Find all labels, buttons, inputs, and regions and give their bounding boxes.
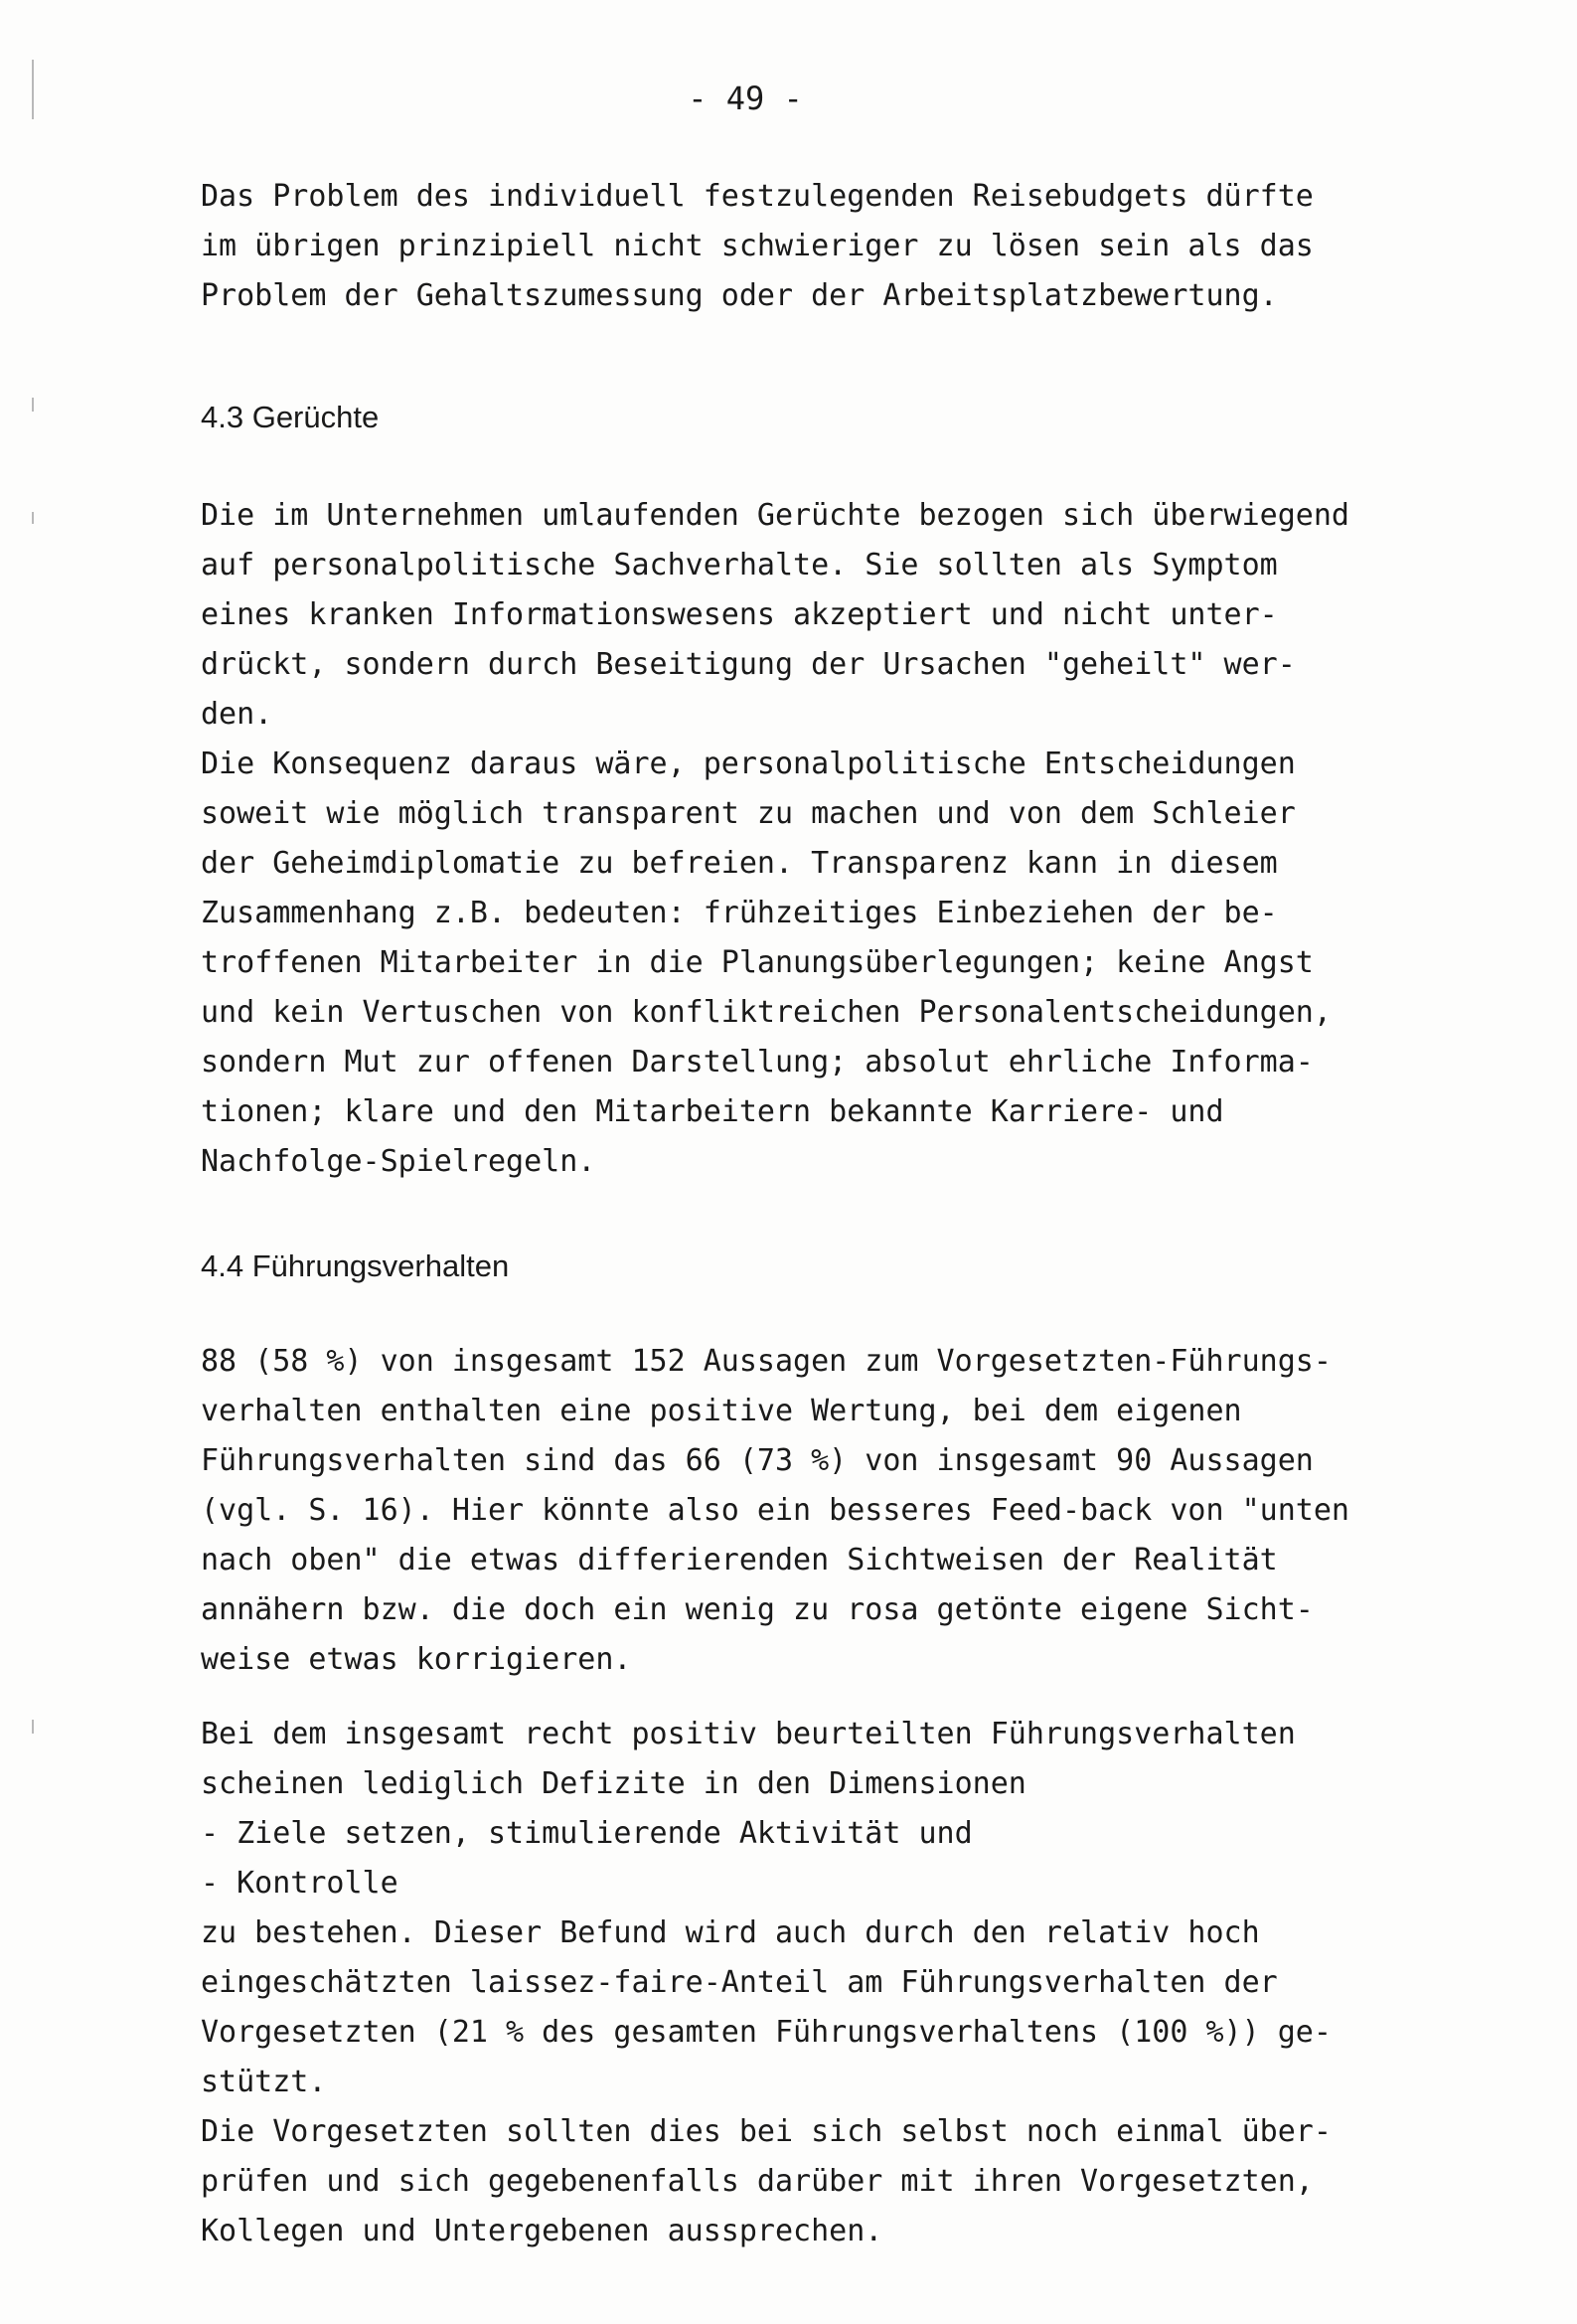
text-line: Bei dem insgesamt recht positiv beurteilten Führungsverhalten bbox=[201, 1717, 1296, 1751]
text-line: nach oben" die etwas differierenden Sichtweisen der Realität bbox=[201, 1543, 1278, 1577]
text-line: Kollegen und Untergebenen aussprechen. bbox=[201, 2214, 883, 2248]
section-4-3-paragraph bbox=[201, 491, 1473, 1187]
text-line: Die im Unternehmen umlaufenden Gerüchte bezogen sich überwiegend bbox=[201, 498, 1349, 533]
intro-paragraph bbox=[201, 172, 1473, 321]
text-line: sondern Mut zur offenen Darstellung; absolut ehrliche Informa- bbox=[201, 1045, 1314, 1079]
section-heading-4-3: 4.3 Gerüchte bbox=[201, 400, 380, 434]
page-number: - 49 - bbox=[688, 80, 803, 117]
text-line: Die Konsequenz daraus wäre, personalpolitische Entscheidungen bbox=[201, 747, 1296, 781]
text-line: annähern bzw. die doch ein wenig zu rosa getönte eigene Sicht- bbox=[201, 1592, 1314, 1627]
text-line: stützt. bbox=[201, 2065, 327, 2099]
text-line: auf personalpolitische Sachverhalte. Sie sollten als Symptom bbox=[201, 548, 1278, 582]
text-line: den. bbox=[201, 697, 273, 732]
text-line: Vorgesetzten (21 % des gesamten Führungsverhaltens (100 %)) ge- bbox=[201, 2015, 1332, 2050]
text-line: prüfen und sich gegebenenfalls darüber mit ihren Vorgesetzten, bbox=[201, 2164, 1314, 2199]
text-line: (vgl. S. 16). Hier könnte also ein besseres Feed-back von "unten bbox=[201, 1493, 1349, 1528]
text-line: weise etwas korrigieren. bbox=[201, 1642, 632, 1677]
text-line: scheinen lediglich Defizite in den Dimensionen bbox=[201, 1766, 1026, 1801]
text-line: Die Vorgesetzten sollten dies bei sich selbst noch einmal über- bbox=[201, 2114, 1332, 2149]
text-line: Zusammenhang z.B. bedeuten: frühzeitiges Einbeziehen der be- bbox=[201, 896, 1278, 930]
text-line: verhalten enthalten eine positive Wertung, bei dem eigenen bbox=[201, 1394, 1242, 1428]
scan-margin-mark bbox=[32, 512, 34, 524]
text-line: Das Problem des individuell festzulegenden Reisebudgets dürfte bbox=[201, 179, 1314, 214]
text-line: Führungsverhalten sind das 66 (73 %) von insgesamt 90 Aussagen bbox=[201, 1443, 1314, 1478]
text-line: zu bestehen. Dieser Befund wird auch durch den relativ hoch bbox=[201, 1915, 1260, 1950]
text-line: eingeschätzten laissez-faire-Anteil am Führungsverhalten der bbox=[201, 1965, 1278, 2000]
section-4-4-paragraph-1 bbox=[201, 1337, 1473, 1685]
text-line: drückt, sondern durch Beseitigung der Ursachen "geheilt" wer- bbox=[201, 647, 1296, 682]
text-line: troffenen Mitarbeiter in die Planungsüberlegungen; keine Angst bbox=[201, 945, 1314, 980]
text-line: und kein Vertuschen von konfliktreichen Personalentscheidungen, bbox=[201, 995, 1332, 1030]
scan-margin-mark bbox=[32, 1720, 34, 1734]
text-line: Problem der Gehaltszumessung oder der Arbeitsplatzbewertung. bbox=[201, 278, 1278, 313]
text-line: soweit wie möglich transparent zu machen und von dem Schleier bbox=[201, 796, 1296, 831]
section-4-4-paragraph-2 bbox=[201, 1710, 1473, 2256]
text-line: 88 (58 %) von insgesamt 152 Aussagen zum Vorgesetzten-Führungs- bbox=[201, 1344, 1332, 1379]
text-line: - Ziele setzen, stimulierende Aktivität und bbox=[201, 1816, 973, 1851]
text-line: der Geheimdiplomatie zu befreien. Transparenz kann in diesem bbox=[201, 846, 1278, 881]
text-line: im übrigen prinzipiell nicht schwieriger zu lösen sein als das bbox=[201, 229, 1314, 263]
text-line: - Kontrolle bbox=[201, 1866, 398, 1901]
scan-margin-mark bbox=[32, 398, 34, 412]
text-line: eines kranken Informationswesens akzeptiert und nicht unter- bbox=[201, 597, 1278, 632]
text-line: Nachfolge-Spielregeln. bbox=[201, 1144, 596, 1179]
text-line: tionen; klare und den Mitarbeitern bekannte Karriere- und bbox=[201, 1094, 1224, 1129]
section-heading-4-4: 4.4 Führungsverhalten bbox=[201, 1248, 510, 1283]
